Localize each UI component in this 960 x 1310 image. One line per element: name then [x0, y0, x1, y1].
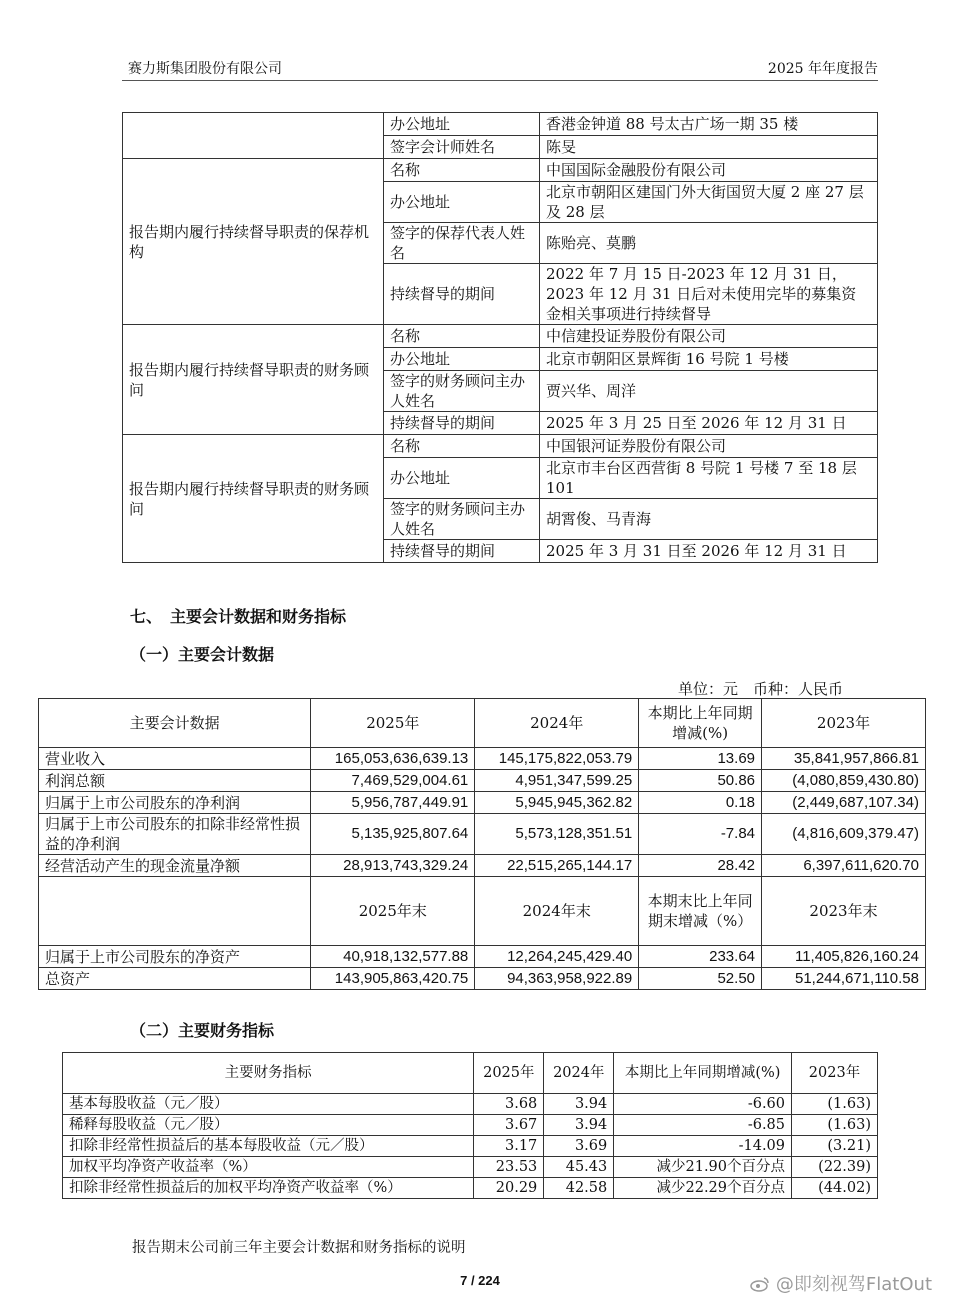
report-title: 2025 年年度报告: [767, 61, 878, 77]
row-value: -14.09: [614, 1136, 792, 1157]
field-label: 签字的财务顾问主办人姓名: [384, 499, 540, 540]
row-label: 营业收入: [39, 748, 311, 770]
row-value: 5,135,925,807.64: [311, 814, 475, 855]
row-value: 3.69: [544, 1136, 614, 1157]
watermark-text: @即刻视驾FlatOut: [775, 1274, 932, 1295]
field-value: 2022 年 7 月 15 日-2023 年 12 月 31 日，2023 年 12 月 31 日后对未使用完毕的募集资金相关事项进行持续督导: [540, 264, 878, 325]
row-value: 233.64: [639, 946, 762, 968]
sponsor-row: [123, 159, 878, 182]
field-label: 办公地址: [384, 458, 540, 499]
row-value: 22,515,265,144.17: [475, 855, 639, 877]
row-value: 7,469,529,004.61: [311, 770, 475, 792]
row-value: -6.85: [614, 1115, 792, 1136]
column-header: [39, 877, 311, 946]
table-row: [63, 1094, 878, 1115]
row-value: 51,244,671,110.58: [762, 968, 926, 990]
sponsor-row: [123, 113, 878, 136]
group-title: 报告期内履行持续督导职责的财务顾问: [123, 325, 384, 435]
company-name: 赛力斯集团股份有限公司: [128, 61, 282, 77]
row-label: 加权平均净资产收益率（%）: [63, 1157, 474, 1178]
group-title: 报告期内履行持续督导职责的保荐机构: [123, 159, 384, 325]
row-value: -6.60: [614, 1094, 792, 1115]
row-value: 3.17: [474, 1136, 544, 1157]
column-header: 2023年: [762, 699, 926, 748]
column-header: 本期比上年同期增减(%): [614, 1053, 792, 1094]
sponsor-table: [122, 112, 878, 563]
field-label: 持续督导的期间: [384, 540, 540, 563]
field-value: 中国银河证券股份有限公司: [540, 435, 878, 458]
field-value: 中国国际金融股份有限公司: [540, 159, 878, 182]
field-label: 持续督导的期间: [384, 264, 540, 325]
watermark: [750, 1270, 932, 1296]
column-header: 2025年: [474, 1053, 544, 1094]
group-title: 报告期内履行持续督导职责的财务顾问: [123, 435, 384, 563]
row-value: 0.18: [639, 792, 762, 814]
header-row: [39, 877, 926, 946]
table-row: [39, 968, 926, 990]
row-label: 扣除非经常性损益后的加权平均净资产收益率（%）: [63, 1178, 474, 1199]
table-row: [63, 1115, 878, 1136]
field-value: 香港金钟道 88 号太古广场一期 35 楼: [540, 113, 878, 136]
row-value: 145,175,822,053.79: [475, 748, 639, 770]
section-title: 七、 主要会计数据和财务指标: [130, 607, 347, 626]
header-row: [39, 699, 926, 748]
row-label: 稀释每股收益（元／股）: [63, 1115, 474, 1136]
row-value: 45.43: [544, 1157, 614, 1178]
row-value: 143,905,863,420.75: [311, 968, 475, 990]
row-value: 3.68: [474, 1094, 544, 1115]
row-label: 利润总额: [39, 770, 311, 792]
column-header: 2023年: [792, 1053, 878, 1094]
row-label: 归属于上市公司股东的扣除非经常性损益的净利润: [39, 814, 311, 855]
column-header: 2023年末: [762, 877, 926, 946]
explanation-note: 报告期末公司前三年主要会计数据和财务指标的说明: [132, 1240, 466, 1256]
page-header: [122, 56, 878, 81]
row-value: 11,405,826,160.24: [762, 946, 926, 968]
row-value: 12,264,245,429.40: [475, 946, 639, 968]
table-row: [39, 792, 926, 814]
field-value: 北京市朝阳区景辉街 16 号院 1 号楼: [540, 348, 878, 371]
row-value: 40,918,132,577.88: [311, 946, 475, 968]
row-value: 减少22.29个百分点: [614, 1178, 792, 1199]
field-label: 名称: [384, 435, 540, 458]
row-value: 42.58: [544, 1178, 614, 1199]
column-header: 主要财务指标: [63, 1053, 474, 1094]
row-value: 6,397,611,620.70: [762, 855, 926, 877]
row-value: 28,913,743,329.24: [311, 855, 475, 877]
row-value: 20.29: [474, 1178, 544, 1199]
row-value: 35,841,957,866.81: [762, 748, 926, 770]
row-value: 3.94: [544, 1115, 614, 1136]
table-row: [39, 770, 926, 792]
field-value: 北京市朝阳区建国门外大街国贸大厦 2 座 27 层及 28 层: [540, 182, 878, 223]
row-value: (44.02): [792, 1178, 878, 1199]
row-value: (1.63): [792, 1115, 878, 1136]
field-value: 陈贻亮、莫鹏: [540, 223, 878, 264]
row-value: 3.94: [544, 1094, 614, 1115]
row-label: 经营活动产生的现金流量净额: [39, 855, 311, 877]
field-value: 陈旻: [540, 136, 878, 159]
field-value: 2025 年 3 月 31 日至 2026 年 12 月 31 日: [540, 540, 878, 563]
row-label: 总资产: [39, 968, 311, 990]
subsection-title-2: （二）主要财务指标: [130, 1021, 275, 1040]
row-value: 23.53: [474, 1157, 544, 1178]
field-label: 签字的保荐代表人姓名: [384, 223, 540, 264]
row-value: 94,363,958,922.89: [475, 968, 639, 990]
row-value: 50.86: [639, 770, 762, 792]
row-value: (3.21): [792, 1136, 878, 1157]
field-label: 名称: [384, 159, 540, 182]
row-value: -7.84: [639, 814, 762, 855]
accounting-data-table: [38, 698, 926, 990]
row-value: (2,449,687,107.34): [762, 792, 926, 814]
financial-indicator-table: [62, 1052, 878, 1199]
column-header: 2024年末: [475, 877, 639, 946]
row-label: 归属于上市公司股东的净利润: [39, 792, 311, 814]
currency-unit: 单位：元 币种：人民币: [678, 680, 844, 698]
table-row: [39, 946, 926, 968]
column-header: 2025年: [311, 699, 475, 748]
row-value: 165,053,636,639.13: [311, 748, 475, 770]
table-row: [39, 748, 926, 770]
field-label: 办公地址: [384, 182, 540, 223]
field-value: 北京市丰台区西营街 8 号院 1 号楼 7 至 18 层 101: [540, 458, 878, 499]
column-header: 主要会计数据: [39, 699, 311, 748]
row-value: 减少21.90个百分点: [614, 1157, 792, 1178]
column-header: 2024年: [475, 699, 639, 748]
row-label: 扣除非经常性损益后的基本每股收益（元／股）: [63, 1136, 474, 1157]
header-row: [63, 1053, 878, 1094]
column-header: 本期比上年同期增减(%): [639, 699, 762, 748]
sponsor-row: [123, 325, 878, 348]
row-value: (4,080,859,430.80): [762, 770, 926, 792]
table-row: [63, 1157, 878, 1178]
row-value: 28.42: [639, 855, 762, 877]
table-row: [63, 1136, 878, 1157]
field-value: 贾兴华、周洋: [540, 371, 878, 412]
row-value: 52.50: [639, 968, 762, 990]
row-value: (4,816,609,379.47): [762, 814, 926, 855]
table-row: [39, 814, 926, 855]
weibo-logo-icon: [750, 1276, 770, 1292]
field-value: 2025 年 3 月 25 日至 2026 年 12 月 31 日: [540, 412, 878, 435]
row-label: 基本每股收益（元／股）: [63, 1094, 474, 1115]
field-value: 胡霄俊、马青海: [540, 499, 878, 540]
field-label: 办公地址: [384, 348, 540, 371]
row-label: 归属于上市公司股东的净资产: [39, 946, 311, 968]
field-label: 签字的财务顾问主办人姓名: [384, 371, 540, 412]
field-value: 中信建投证券股份有限公司: [540, 325, 878, 348]
column-header: 2025年末: [311, 877, 475, 946]
row-value: 5,945,945,362.82: [475, 792, 639, 814]
group-blank-cell: [123, 113, 384, 159]
row-value: 5,956,787,449.91: [311, 792, 475, 814]
subsection-title-1: （一）主要会计数据: [130, 645, 275, 664]
table-row: [63, 1178, 878, 1199]
field-label: 办公地址: [384, 113, 540, 136]
column-header: 本期末比上年同期末增减（%）: [639, 877, 762, 946]
row-value: 4,951,347,599.25: [475, 770, 639, 792]
field-label: 持续督导的期间: [384, 412, 540, 435]
row-value: 5,573,128,351.51: [475, 814, 639, 855]
field-label: 签字会计师姓名: [384, 136, 540, 159]
sponsor-row: [123, 435, 878, 458]
field-label: 名称: [384, 325, 540, 348]
row-value: (22.39): [792, 1157, 878, 1178]
column-header: 2024年: [544, 1053, 614, 1094]
row-value: 13.69: [639, 748, 762, 770]
page-number: 7 / 224: [460, 1273, 500, 1288]
row-value: 3.67: [474, 1115, 544, 1136]
row-value: (1.63): [792, 1094, 878, 1115]
table-row: [39, 855, 926, 877]
